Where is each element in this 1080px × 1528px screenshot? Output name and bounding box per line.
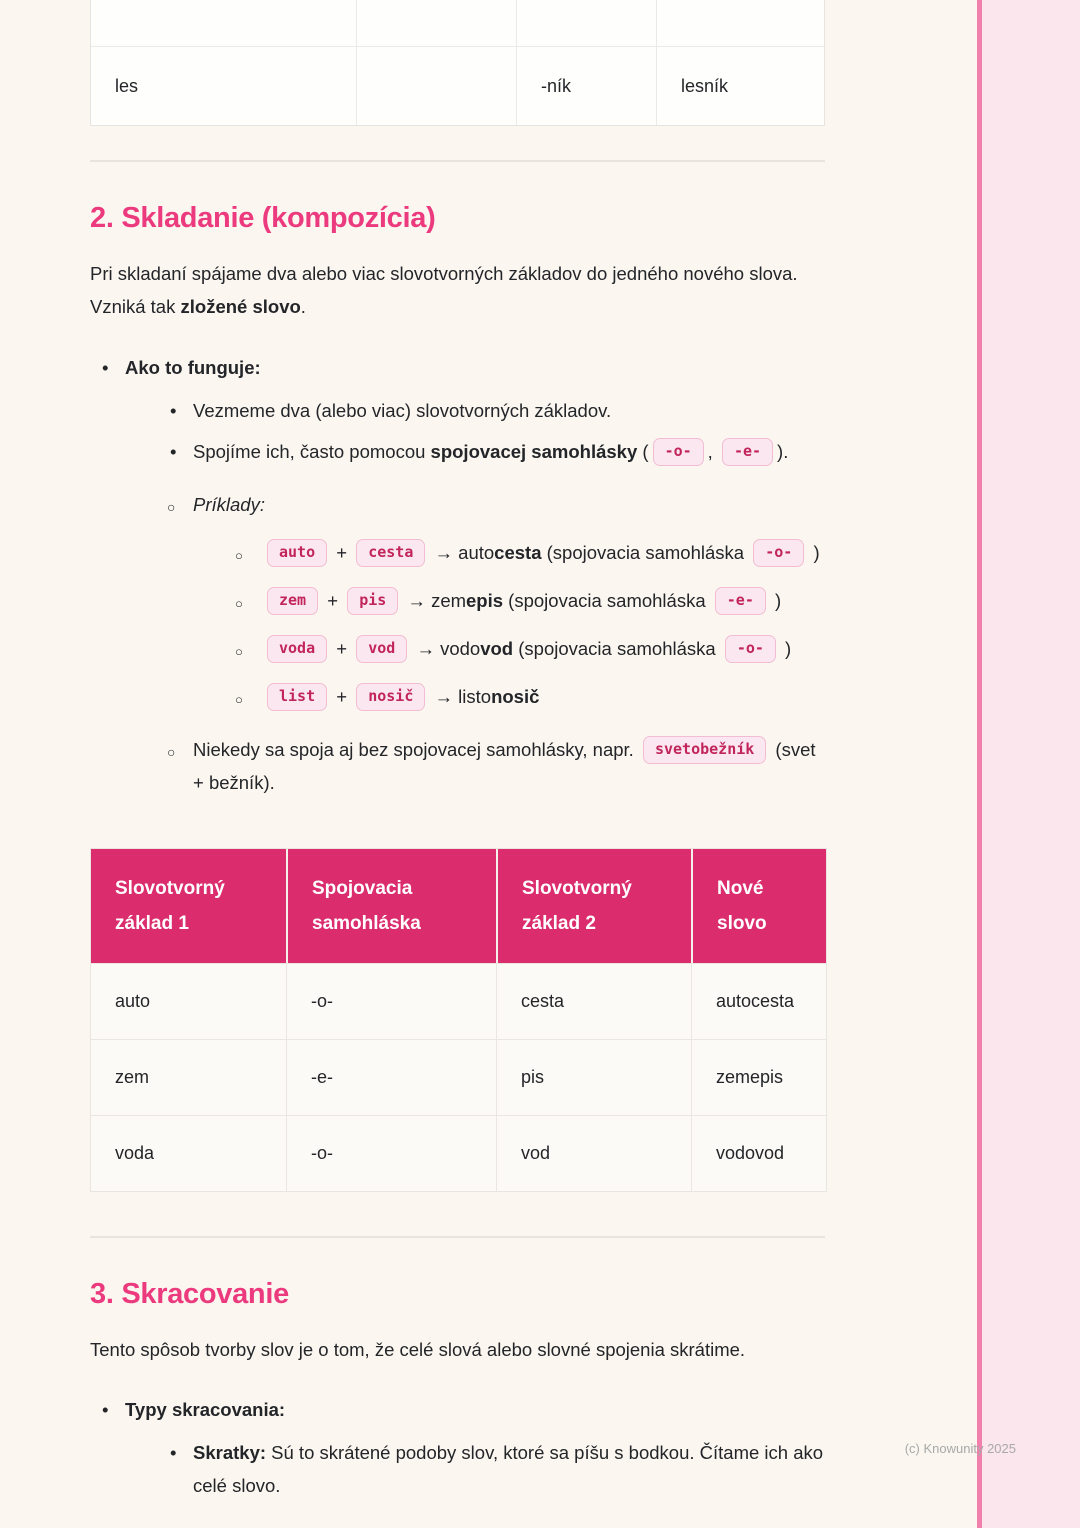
plus-text: + [322,590,344,612]
table-cell: autocesta [691,963,826,1039]
header-line: Slovotvorný [115,877,225,899]
intro-bold: zložené slovo [180,296,301,318]
table-cell: cesta [496,963,691,1039]
note-text: (svet + bežník). [193,738,816,793]
arrow-text: → [429,542,459,564]
table-cell: les [115,75,139,96]
header-line: základ 2 [522,912,596,934]
code-chip: -o- [753,539,804,567]
result-bold: epis [466,590,504,612]
examples-list [230,537,825,714]
note-text: ) [779,638,792,660]
code-chip: -e- [722,438,773,466]
skratky-text: Sú to skrátené podoby slov, ktoré sa píšu s bodkou. Čítame ich ako celé slovo. [193,1442,824,1497]
table-cell: -o- [286,1115,496,1191]
section3-intro: Tento spôsob tvorby slov je o tom, že celé slová alebo slovné spojenia skrátime. [90,1339,746,1361]
header-cell [691,849,826,963]
list-item [160,1437,825,1503]
list-item-how-label [90,352,825,800]
section3-list [90,1394,825,1503]
examples-label: Príklady: [193,494,265,516]
table-cell: lesník [656,47,824,125]
table-header [91,849,826,963]
table-cell [356,47,516,125]
how-label: Ako to funguje: [125,356,261,378]
result-stem: listo [458,686,492,708]
arrow-text: → [429,686,459,708]
result-stem: auto [458,542,495,564]
table-cell: -e- [286,1039,496,1115]
table-cell: pis [496,1039,691,1115]
code-chip: -o- [653,438,704,466]
table-cell [516,0,656,46]
list-item: • Vezmeme dva (alebo viac) slovotvorných základov. [160,395,825,428]
table-row [91,46,824,125]
arrow-text: → [402,590,432,612]
text: , [707,441,718,463]
types-label: Typy skracovania: [125,1399,286,1421]
list-item [160,436,825,469]
examples-sublist [160,489,825,799]
note-text: Niekedy sa spoja aj bez spojovacej samohlásky, napr. [193,738,639,760]
table-cell [356,0,516,46]
code-chip: auto [267,539,327,567]
result-stem: vodo [440,638,481,660]
text: ). [777,441,789,463]
side-accent-band [982,0,1080,1528]
section-divider [90,1236,825,1238]
code-chip: nosič [356,683,425,711]
examples-label-item [160,489,825,714]
section-divider [90,160,825,162]
text: Spojíme ich, často pomocou [193,441,431,463]
intro-end: . [300,296,306,318]
code-chip: svetobežník [643,736,766,764]
table-row [91,0,824,46]
table-cell: -o- [286,963,496,1039]
copyright-text: (c) Knowunity 2025 [904,1441,1016,1456]
header-line: Spojovacia [312,877,413,899]
how-sublist [160,395,825,470]
table-row [91,1039,826,1115]
result-bold: nosič [491,686,540,708]
table-cell [91,0,356,46]
code-chip: list [267,683,327,711]
example-item [230,537,825,570]
example-item [230,681,825,714]
example-item [230,585,825,618]
code-chip: zem [267,587,318,615]
section3-title: 3. Skracovanie [90,1278,289,1311]
bold-text: spojovacej samohlásky [430,441,638,463]
code-chip: pis [347,587,398,615]
section2-list [90,352,825,800]
header-line: samohláska [312,912,421,934]
table-header-row [91,849,826,963]
header-cell [91,849,286,963]
types-sublist [160,1437,825,1503]
example-item [230,633,825,666]
code-chip: -o- [725,635,776,663]
header-cell [286,849,496,963]
header-cell [496,849,691,963]
table-cell: -ník [516,47,656,125]
table-row [91,963,826,1039]
skratky-bold: Skratky: [193,1442,267,1464]
note-text: (spojovacia samohláska [541,542,750,564]
table-cell: zemepis [691,1039,826,1115]
plus-text: + [331,686,353,708]
header-line: Nové [717,877,764,899]
table-cell: auto [91,963,286,1039]
table-cell: vod [496,1115,691,1191]
section2-title: 2. Skladanie (kompozícia) [90,202,436,234]
code-chip: vod [356,635,407,663]
result-stem: zem [431,590,467,612]
header-line: základ 1 [115,912,189,934]
table-cell: zem [91,1039,286,1115]
note-text: ) [808,542,820,564]
intro-text: Pri skladaní spájame dva alebo viac slovotvorných základov do jedného nového slova. Vzniká tak [90,263,798,318]
header-line: Slovotvorný [522,877,632,899]
page-content [90,0,825,1512]
note-text: ) [769,590,782,612]
table-cell [656,0,824,46]
plus-text: + [331,638,353,660]
table-body [91,963,826,1191]
note-text: (spojovacia samohláska [513,638,721,660]
list-item-types-label [90,1394,825,1503]
text: ( [637,441,649,463]
table-row [91,1115,826,1191]
code-chip: -e- [715,587,766,615]
section2-intro [90,257,825,324]
code-chip: cesta [356,539,425,567]
table-cell: vodovod [691,1115,826,1191]
result-bold: cesta [494,542,542,564]
code-chip: voda [267,635,327,663]
top-table-fragment [90,0,825,126]
header-line: slovo [717,912,767,934]
composition-table [90,848,827,1192]
note-text: (spojovacia samohláska [503,590,711,612]
result-bold: vod [480,638,514,660]
arrow-text: → [411,638,441,660]
plus-text: + [331,542,353,564]
table-cell: voda [91,1115,286,1191]
note-item [160,734,825,800]
